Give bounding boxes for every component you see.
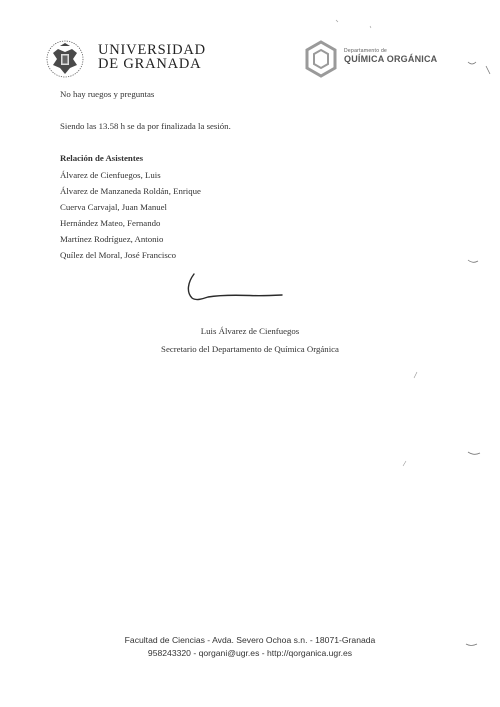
questions-line: No hay ruegos y preguntas <box>60 89 155 99</box>
attendee-item: Hernández Mateo, Fernando <box>60 218 161 228</box>
attendee-item: Álvarez de Cienfuegos, Luis <box>60 170 161 180</box>
attendee-item: Cuerva Carvajal, Juan Manuel <box>60 202 167 212</box>
department-name-big: QUÍMICA ORGÁNICA <box>344 54 438 64</box>
signer-name: Luis Álvarez de Cienfuegos <box>200 326 300 336</box>
university-name-line2: DE GRANADA <box>98 56 202 72</box>
closing-line: Siendo las 13.58 h se da por finalizada la sesión. <box>60 121 231 131</box>
attendees-heading: Relación de Asistentes <box>60 153 144 163</box>
attendee-item: Martínez Rodríguez, Antonio <box>60 234 164 244</box>
department-name-small: Departamento de <box>344 48 388 54</box>
signer-title: Secretario del Departamento de Química Orgánica <box>161 344 339 354</box>
footer-address: Facultad de Ciencias - Avda. Severo Ochoa s.n. - 18071-Granada <box>124 635 376 645</box>
university-name-line1: UNIVERSIDAD <box>98 42 206 58</box>
attendee-item: Quílez del Moral, José Francisco <box>60 250 177 260</box>
footer-contact: 958243320 - qorgani@ugr.es - http://qorganica.ugr.es <box>147 648 353 658</box>
attendee-item: Álvarez de Manzaneda Roldán, Enrique <box>60 186 201 196</box>
